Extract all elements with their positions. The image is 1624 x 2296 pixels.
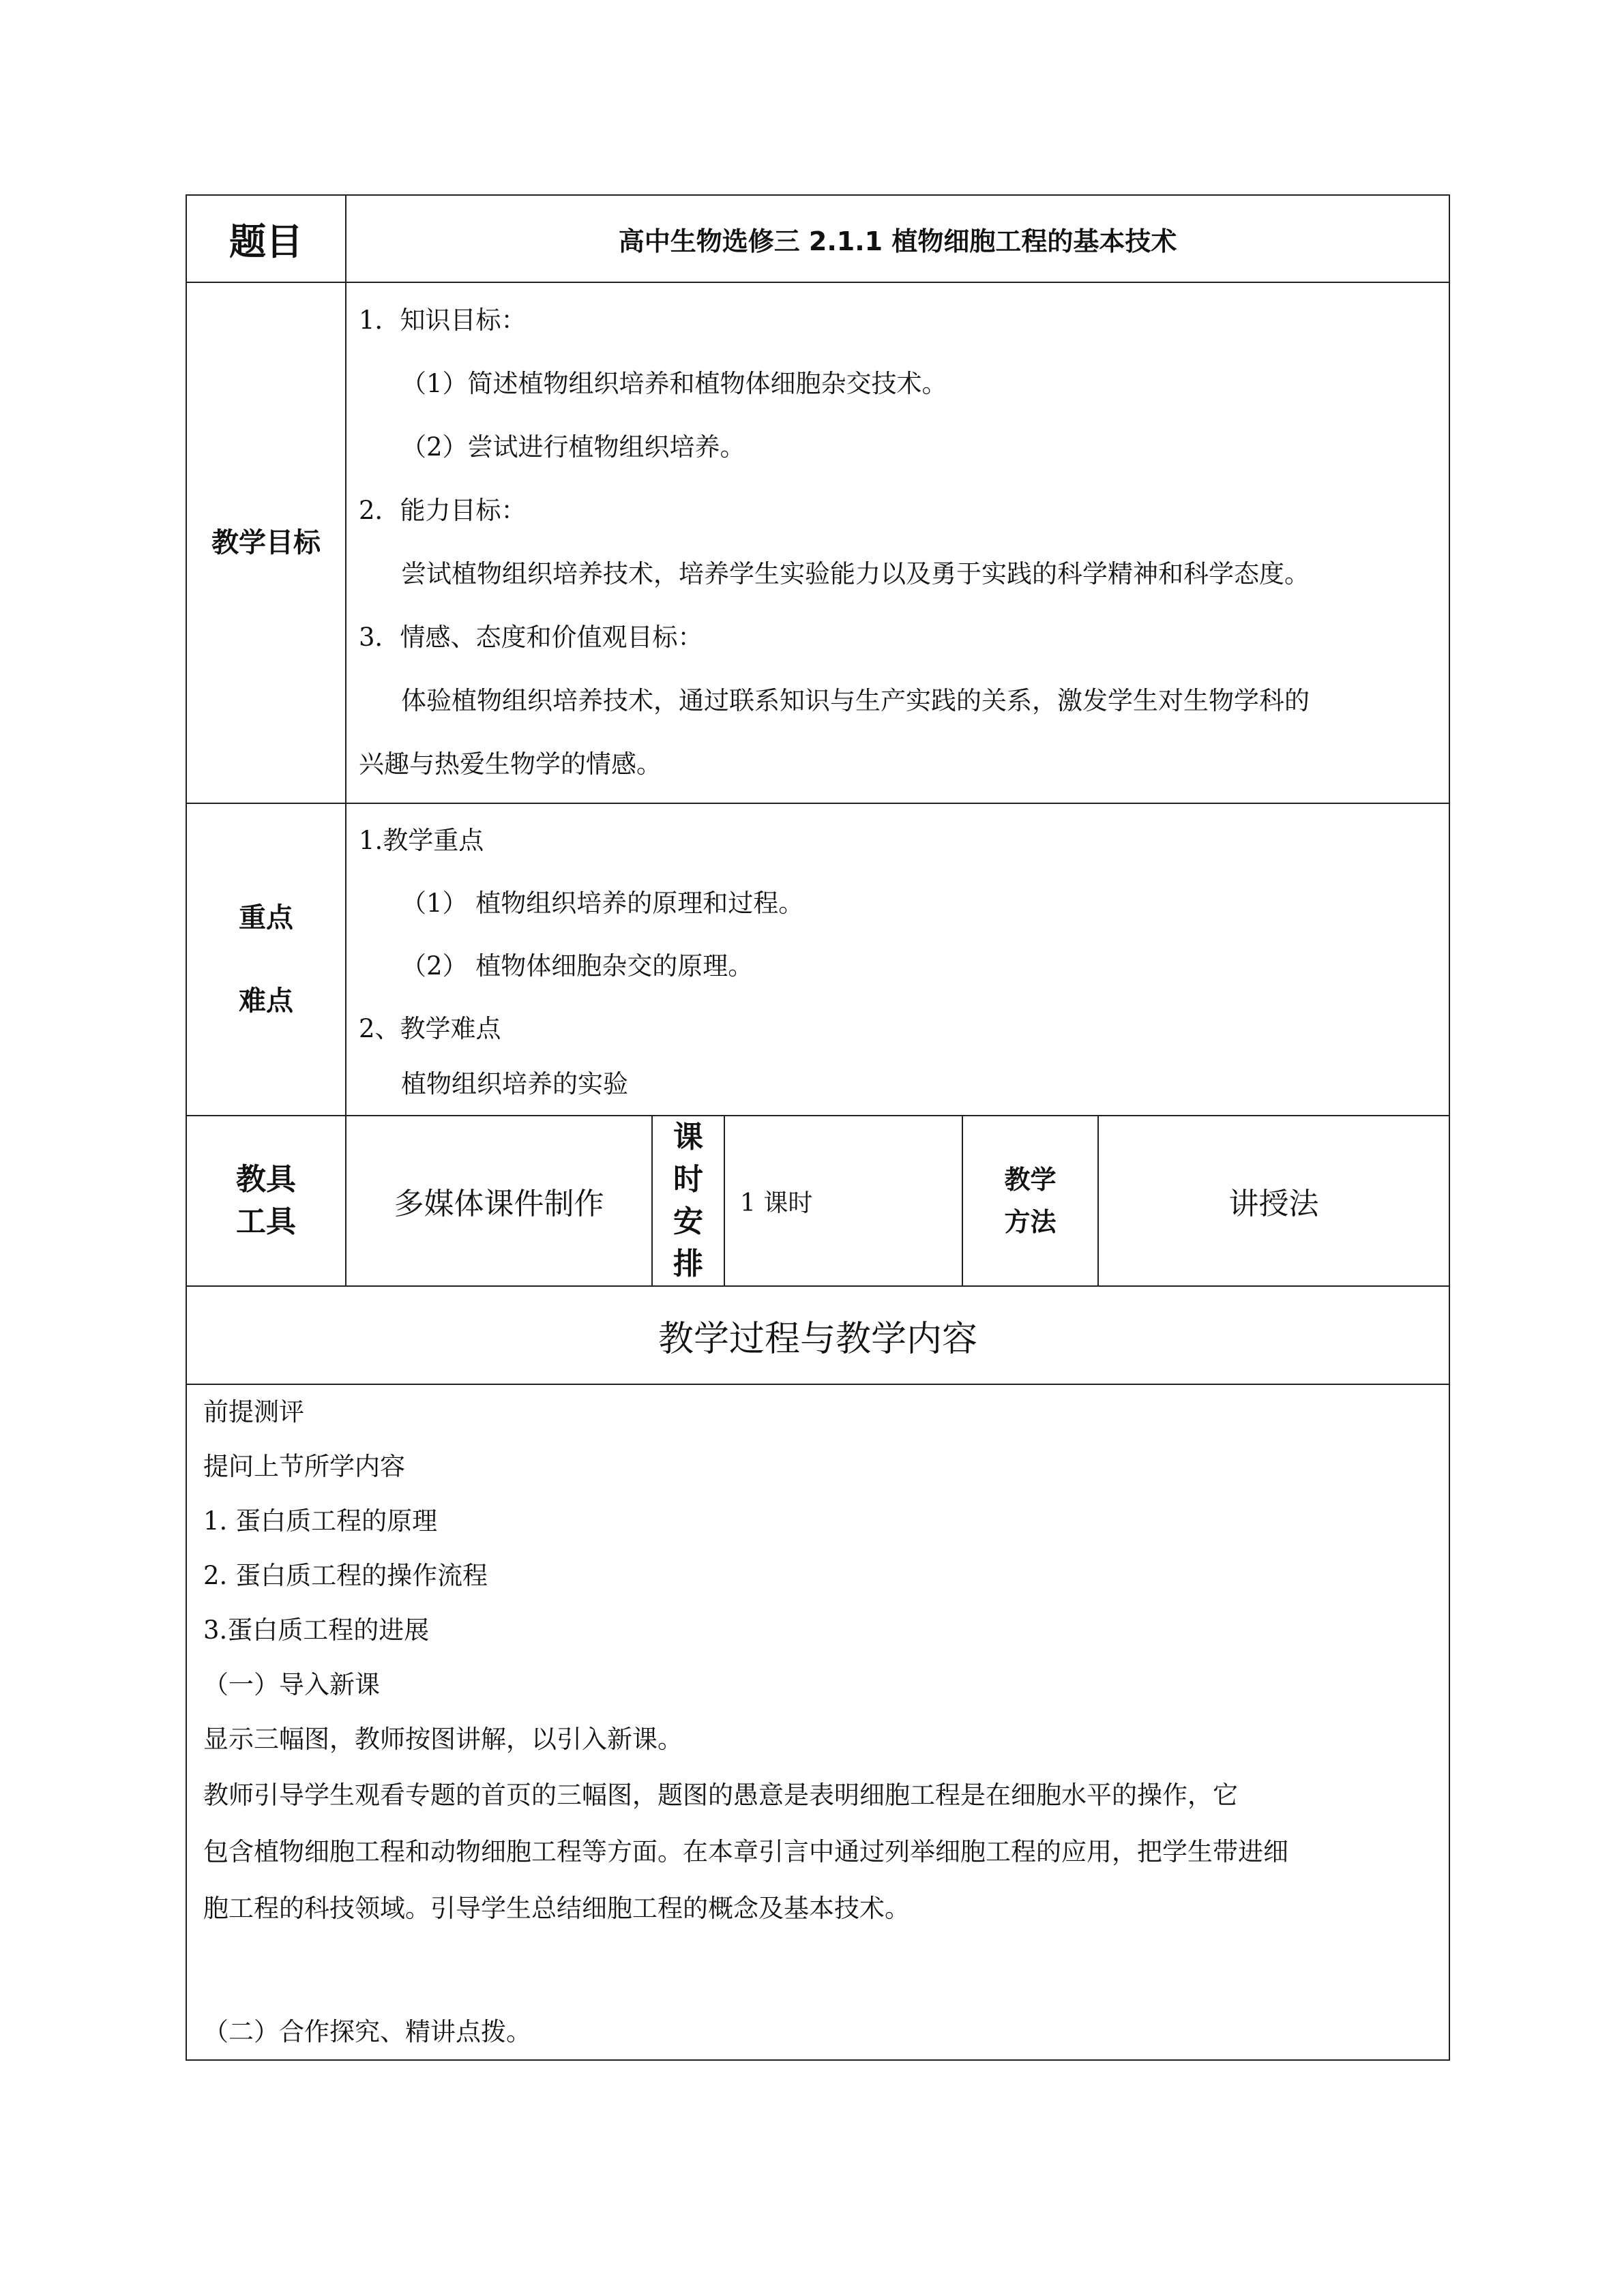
objective-line: （2）尝试进行植物组织培养。 xyxy=(401,432,745,462)
keypoint-line: 1.教学重点 xyxy=(359,826,484,855)
objectives-row xyxy=(186,282,1449,803)
process-line: 提问上节所学内容 xyxy=(203,1452,405,1481)
process-content xyxy=(186,1384,1449,2060)
objective-line: 3．情感、态度和价值观目标： xyxy=(359,623,703,652)
process-line: 2. 蛋白质工程的操作流程 xyxy=(203,1561,488,1590)
objective-line: 2．能力目标： xyxy=(359,496,527,525)
process-line: 包含植物细胞工程和动物细胞工程等方面。在本章引言中通过列举细胞工程的应用，把学生带进细 xyxy=(203,1837,1288,1866)
keypoints-content xyxy=(346,803,1449,1116)
process-line: 3.蛋白质工程的进展 xyxy=(203,1615,430,1645)
objectives-label: 教学目标 xyxy=(186,282,346,803)
process-line: （二）合作探究、精讲点拨。 xyxy=(203,2017,531,2046)
keypoints-label-top: 重点 xyxy=(239,902,293,934)
keypoints-label-bottom: 难点 xyxy=(239,985,293,1017)
objective-line: 体验植物组织培养技术，通过联系知识与生产实践的关系，激发学生对生物学科的 xyxy=(401,686,1310,715)
schedule-label xyxy=(652,1116,724,1286)
keypoints-label xyxy=(186,803,346,1116)
objective-line: （1）简述植物组织培养和植物体细胞杂交技术。 xyxy=(401,369,947,398)
tools-row xyxy=(186,1116,1449,1286)
tools-label xyxy=(186,1116,346,1286)
keypoint-line: 植物组织培养的实验 xyxy=(401,1069,628,1099)
objective-line: 兴趣与热爱生物学的情感。 xyxy=(359,749,662,779)
schedule-label-char: 排 xyxy=(673,1247,703,1281)
schedule-value: 1 课时 xyxy=(724,1116,962,1286)
tools-label-line1: 教具 xyxy=(236,1162,296,1197)
method-label-line1: 教学 xyxy=(1004,1165,1057,1195)
process-line: 前提测评 xyxy=(203,1397,304,1427)
keypoint-line: （2） 植物体细胞杂交的原理。 xyxy=(401,951,754,981)
title-label: 题目 xyxy=(186,195,346,282)
process-content-row xyxy=(186,1384,1449,2060)
blank-line xyxy=(203,1937,1435,2005)
keypoints-row xyxy=(186,803,1449,1116)
objectives-content xyxy=(346,282,1449,803)
schedule-label-char: 课 xyxy=(673,1120,703,1154)
tools-label-line2: 工具 xyxy=(236,1204,296,1239)
lesson-plan-table xyxy=(186,194,1450,2061)
lesson-plan-page xyxy=(186,194,1449,2061)
method-label xyxy=(962,1116,1098,1286)
lesson-title: 高中生物选修三 2.1.1 植物细胞工程的基本技术 xyxy=(346,195,1449,282)
process-line: 教师引导学生观看专题的首页的三幅图，题图的愚意是表明细胞工程是在细胞水平的操作，它 xyxy=(203,1780,1238,1810)
objective-line: 1．知识目标： xyxy=(359,305,527,335)
title-row xyxy=(186,195,1449,282)
process-title: 教学过程与教学内容 xyxy=(186,1286,1449,1384)
process-line: 1. 蛋白质工程的原理 xyxy=(203,1506,438,1536)
process-title-row xyxy=(186,1286,1449,1384)
process-line: 显示三幅图，教师按图讲解，以引入新课。 xyxy=(203,1725,683,1754)
schedule-label-char: 时 xyxy=(673,1162,703,1197)
method-value: 讲授法 xyxy=(1098,1116,1449,1286)
method-label-line2: 方法 xyxy=(1004,1207,1057,1237)
process-line: （一）导入新课 xyxy=(203,1670,380,1699)
keypoint-line: （1） 植物组织培养的原理和过程。 xyxy=(401,889,804,918)
objective-line: 尝试植物组织培养技术，培养学生实验能力以及勇于实践的科学精神和科学态度。 xyxy=(401,559,1310,588)
keypoint-line: 2、教学难点 xyxy=(359,1014,501,1043)
schedule-label-char: 安 xyxy=(673,1204,703,1239)
process-line: 胞工程的科技领域。引导学生总结细胞工程的概念及基本技术。 xyxy=(203,1894,910,1923)
tools-value: 多媒体课件制作 xyxy=(346,1116,652,1286)
